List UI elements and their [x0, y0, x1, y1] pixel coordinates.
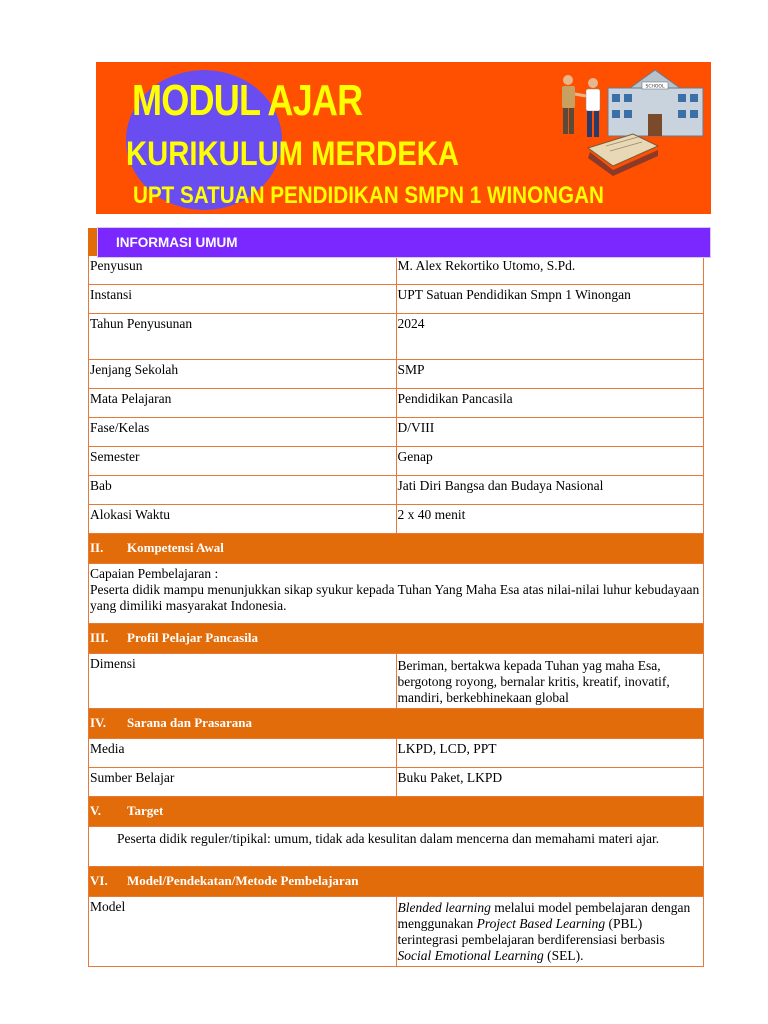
banner-title: MODUL AJAR — [132, 76, 363, 125]
school-sign: SCHOOL — [645, 84, 665, 90]
row-value: 2 x 40 menit — [396, 504, 704, 533]
row-value: D/VIII — [396, 417, 704, 446]
section-title: Kompetensi Awal — [127, 540, 224, 555]
section-header-target — [89, 796, 704, 826]
section-header-model — [89, 866, 704, 896]
model-italic-3: Social Emotional Learning — [397, 947, 544, 963]
capaian-label: Capaian Pembelajaran : — [90, 565, 219, 581]
row-label: Jenjang Sekolah — [89, 359, 397, 388]
table-row — [89, 417, 704, 446]
row-label: Alokasi Waktu — [89, 504, 397, 533]
model-italic-2: Project Based Learning — [476, 915, 606, 931]
model-text-3: (SEL). — [543, 947, 584, 963]
section-tag — [88, 228, 97, 256]
table-row — [89, 475, 704, 504]
table-row — [89, 359, 704, 388]
model-text-2: (PBL) terintegrasi pembelajaran berdiferensiasi berbasis — [397, 915, 665, 947]
row-value: UPT Satuan Pendidikan Smpn 1 Winongan — [396, 284, 704, 313]
section-number: III. — [90, 630, 109, 645]
section-title: Profil Pelajar Pancasila — [127, 630, 258, 645]
table-row — [89, 255, 704, 284]
section-number: II. — [90, 540, 104, 555]
capaian-text: Peserta didik mampu menunjukkan sikap syukur kepada Tuhan Yang Maha Esa atas nilai-nilai luhur kebudayaan yang dimiliki masyarakat Indonesia. — [90, 581, 700, 613]
row-value: LKPD, LCD, PPT — [396, 738, 704, 767]
row-value: Beriman, bertakwa kepada Tuhan yag maha Esa, bergotong royong, bernalar kritis, kreatif, inovatif, mandiri, berkebhinekaan global — [396, 653, 704, 708]
section-title: Model/Pendekatan/Metode Pembelajaran — [127, 873, 359, 888]
school-teacher-illustration — [558, 66, 708, 176]
row-value: Buku Paket, LKPD — [396, 767, 704, 796]
section-title: Sarana dan Prasarana — [127, 715, 252, 730]
row-label: Penyusun — [89, 255, 397, 284]
table-row — [89, 826, 704, 866]
row-value: Genap — [396, 446, 704, 475]
row-label: Mata Pelajaran — [89, 388, 397, 417]
table-row — [89, 738, 704, 767]
row-value: M. Alex Rekortiko Utomo, S.Pd. — [396, 255, 704, 284]
section-title: Target — [127, 803, 164, 818]
table-row — [89, 504, 704, 533]
section-header-profil-pelajar — [89, 623, 704, 653]
row-label: Media — [89, 738, 397, 767]
row-label: Tahun Penyusunan — [89, 313, 397, 359]
model-description — [396, 896, 704, 966]
row-label: Dimensi — [89, 653, 397, 708]
banner-school: UPT SATUAN PENDIDIKAN SMPN 1 WINONGAN — [133, 182, 604, 209]
row-value: Pendidikan Pancasila — [396, 388, 704, 417]
table-row — [89, 313, 704, 359]
banner-subtitle: KURIKULUM MERDEKA — [126, 135, 459, 173]
row-value: 2024 — [396, 313, 704, 359]
model-text-1: melalui model pembelajaran dengan menggunakan — [397, 899, 691, 931]
target-text: Peserta didik reguler/tipikal: umum, tidak ada kesulitan dalam mencerna dan memahami materi ajar. — [89, 826, 704, 866]
module-info-table — [88, 224, 704, 967]
table-row — [89, 446, 704, 475]
row-label: Instansi — [89, 284, 397, 313]
table-row — [89, 284, 704, 313]
row-label: Model — [89, 896, 397, 966]
row-value: SMP — [396, 359, 704, 388]
table-row — [89, 563, 704, 623]
table-row — [89, 653, 704, 708]
table-row — [89, 896, 704, 966]
section-number: V. — [90, 803, 101, 818]
section-number: IV. — [90, 715, 107, 730]
row-label: Sumber Belajar — [89, 767, 397, 796]
model-italic-1: Blended learning — [397, 899, 491, 915]
row-label: Bab — [89, 475, 397, 504]
section-header-sarana — [89, 708, 704, 738]
row-label: Semester — [89, 446, 397, 475]
section-number: VI. — [90, 873, 108, 888]
row-label: Fase/Kelas — [89, 417, 397, 446]
table-row — [89, 388, 704, 417]
header-banner — [96, 62, 711, 214]
row-value: Jati Diri Bangsa dan Budaya Nasional — [396, 475, 704, 504]
info-umum-header: INFORMASI UMUM — [97, 227, 711, 258]
table-row — [89, 767, 704, 796]
section-header-kompetensi-awal — [89, 533, 704, 563]
